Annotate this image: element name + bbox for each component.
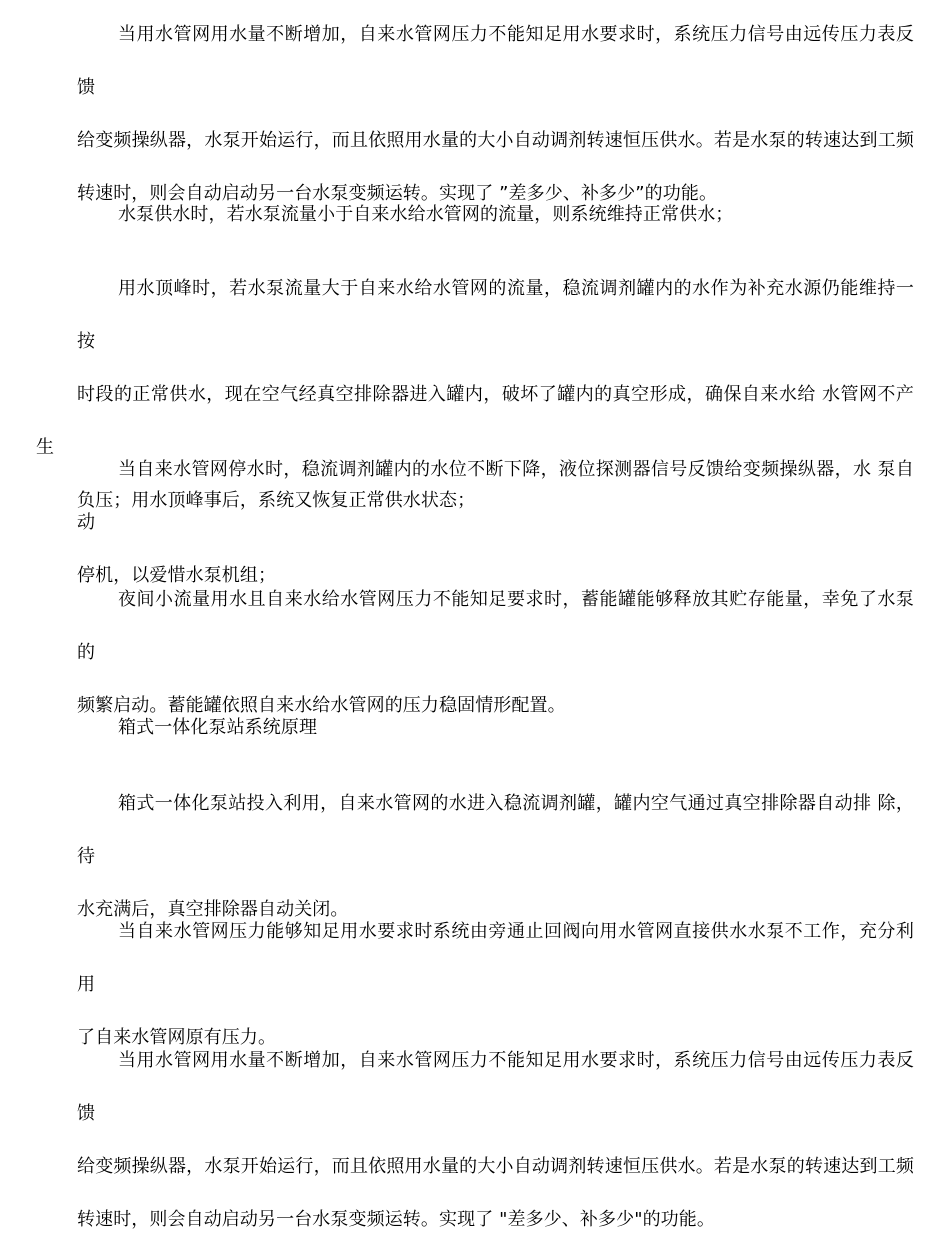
paragraph-line: 频繁启动。蓄能罐依照自来水给水管网的压力稳固情形配置。 — [77, 695, 566, 716]
paragraph-line: 水充满后，真空排除器自动关闭。 — [77, 899, 349, 920]
paragraph-line: 箱式一体化泵站投入利用，自来水管网的水进入稳流调剂罐，罐内空气通过真空排除器自动排 除，待 — [77, 793, 914, 867]
paragraph-line: 给变频操纵器，水泵开始运行，而且依照用水量的大小自动调剂转速恒压供水。若是水泵的转速达到工频 — [77, 130, 914, 151]
paragraph-pump-start-2 — [36, 1034, 914, 1246]
paragraph-normal-supply — [36, 188, 914, 241]
paragraph-line: 负压；用水顶峰事后，系统又恢复正常供水状态； — [77, 490, 476, 511]
paragraph-line: 了自来水管网原有压力。 — [77, 1027, 277, 1048]
paragraph-line: 转速时，则会自动启动另一台水泵变频运转。实现了 ”差多少、补多少”的功能。 — [77, 183, 718, 204]
paragraph-line: 停机，以爱惜水泵机组； — [77, 565, 277, 586]
paragraph-line: 用水顶峰时，若水泵流量大于自来水给水管网的流量，稳流调剂罐内的水作为补充水源仍能维持一按 — [77, 278, 914, 352]
paragraph-line: 当自来水管网停水时，稳流调剂罐内的水位不断下降，液位探测器信号反馈给变频操纵器，水 泵自动 — [77, 459, 914, 533]
paragraph-line: 转速时，则会自动启动另一台水泵变频运转。实现了 "差多少、补多少"的功能。 — [77, 1209, 715, 1230]
paragraph-line: 时段的正常供水，现在空气经真空排除器进入罐内，破坏了罐内的真空形成，确保自来水给 水管网不产生 — [36, 384, 914, 458]
paragraph-line: 当用水管网用水量不断增加，自来水管网压力不能知足用水要求时，系统压力信号由远传压力表反馈 — [77, 24, 914, 98]
paragraph-line: 当用水管网用水量不断增加，自来水管网压力不能知足用水要求时，系统压力信号由远传压力表反馈 — [77, 1050, 914, 1124]
paragraph-line: 夜间小流量用水且自来水给水管网压力不能知足要求时，蓄能罐能够释放其贮存能量，幸免了水泵的 — [77, 589, 914, 663]
section-heading-text: 箱式一体化泵站系统原理 — [118, 717, 318, 738]
section-heading — [36, 701, 914, 754]
paragraph-line: 水泵供水时，若水泵流量小于自来水给水管网的流量，则系统维持正常供水； — [118, 204, 734, 225]
paragraph-line: 给变频操纵器，水泵开始运行，而且依照用水量的大小自动调剂转速恒压供水。若是水泵的转速达到工频 — [77, 1156, 914, 1177]
paragraph-line: 当自来水管网压力能够知足用水要求时系统由旁通止回阀向用水管网直接供水水泵不工作，充分利用 — [77, 921, 914, 995]
